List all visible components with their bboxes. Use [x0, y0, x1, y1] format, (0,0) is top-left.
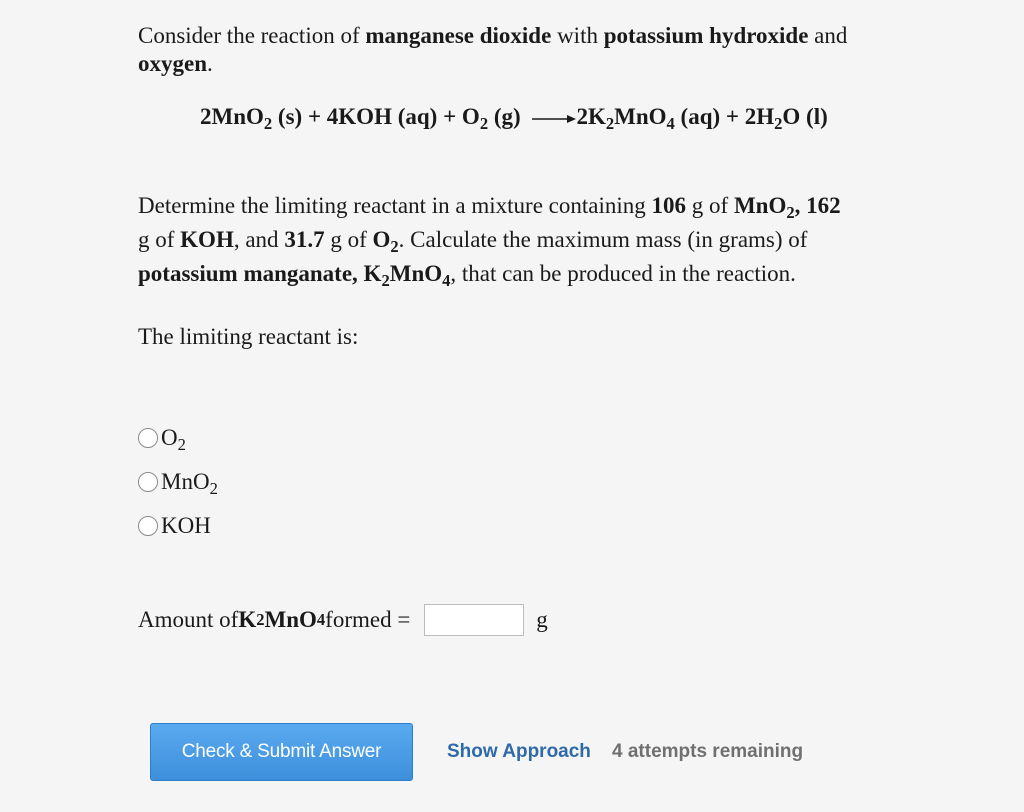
q-text-7: , that can be produced in the reaction. — [450, 261, 796, 286]
q-bold-8: MnO — [389, 261, 443, 286]
amount-text-1: Amount of — [138, 607, 239, 632]
eq-part-6: (aq) + 2H — [674, 104, 775, 129]
amount-unit: g — [536, 607, 548, 632]
q-bold-3: , 162 — [794, 193, 841, 218]
option-main: KOH — [161, 513, 211, 538]
q-text-5: g of — [324, 227, 373, 252]
check-submit-button[interactable]: Check & Submit Answer — [150, 723, 413, 781]
show-approach-link[interactable]: Show Approach — [447, 741, 591, 762]
q-sub-4: 4 — [442, 270, 451, 290]
eq-part-4: 2K — [576, 104, 606, 129]
amount-sub-2: 4 — [316, 610, 326, 629]
q-bold-2: MnO — [733, 193, 787, 218]
q-text-2: g of — [686, 193, 734, 218]
question-text — [138, 189, 898, 291]
q-sub-3: 2 — [381, 270, 390, 290]
q-sub-2: 2 — [390, 236, 399, 256]
q-bold-5: 31.7 — [284, 227, 325, 252]
intro-text — [138, 22, 898, 78]
intro-bold-2: potassium hydroxide — [603, 23, 809, 48]
option-sub: 2 — [177, 434, 186, 454]
radio-button[interactable] — [138, 428, 158, 448]
eq-sub-1: 2 — [263, 113, 273, 133]
amount-row — [138, 604, 548, 636]
q-text-1: Determine the limiting reactant in a mixture containing — [138, 193, 652, 218]
amount-sub-1: 2 — [256, 610, 265, 629]
q-bold-6: O — [372, 227, 391, 252]
reaction-arrow-icon — [532, 113, 576, 125]
option-label — [161, 513, 211, 539]
intro-text-3: and — [808, 23, 848, 48]
option-label — [161, 469, 218, 498]
q-bold-1: 106 — [651, 193, 687, 218]
chemical-equation — [200, 104, 828, 133]
eq-sub-5: 2 — [774, 113, 783, 133]
radio-button[interactable] — [138, 472, 158, 492]
q-text-3: g of — [138, 227, 181, 252]
q-bold-4: KOH — [180, 227, 234, 252]
eq-sub-2: 2 — [479, 113, 489, 133]
option-sub: 2 — [209, 478, 218, 498]
option-o2[interactable] — [138, 423, 186, 453]
eq-part-5: MnO — [614, 104, 667, 129]
intro-text-4: . — [207, 51, 213, 76]
attempts-remaining-text: 4 attempts remaining — [612, 741, 804, 762]
limiting-reactant-label: The limiting reactant is: — [138, 324, 359, 349]
radio-button[interactable] — [138, 516, 158, 536]
amount-input[interactable] — [424, 604, 524, 636]
amount-text-2: formed = — [325, 607, 411, 632]
option-main: O — [161, 425, 178, 450]
eq-part-2: (s) + 4KOH (aq) + O — [272, 104, 480, 129]
option-mno2[interactable] — [138, 467, 218, 497]
q-sub-1: 2 — [786, 202, 795, 222]
intro-text-2: with — [551, 23, 604, 48]
eq-part-7: O (l) — [782, 104, 828, 129]
intro-bold-3: oxygen — [138, 51, 207, 76]
eq-sub-3: 2 — [605, 113, 615, 133]
q-text-4: , and — [233, 227, 285, 252]
q-text-6: . Calculate the maximum mass (in grams) of — [398, 227, 808, 252]
intro-text-1: Consider the reaction of — [138, 23, 366, 48]
option-koh[interactable] — [138, 511, 211, 541]
option-label — [161, 425, 186, 454]
eq-part-3: (g) — [488, 104, 527, 129]
amount-bold-1: K — [238, 607, 257, 632]
option-main: MnO — [161, 469, 210, 494]
eq-part-1: 2MnO — [200, 104, 264, 129]
eq-sub-4: 4 — [666, 113, 675, 133]
amount-bold-2: MnO — [264, 607, 317, 632]
intro-bold-1: manganese dioxide — [365, 23, 552, 48]
q-bold-7: potassium manganate, K — [138, 261, 382, 286]
